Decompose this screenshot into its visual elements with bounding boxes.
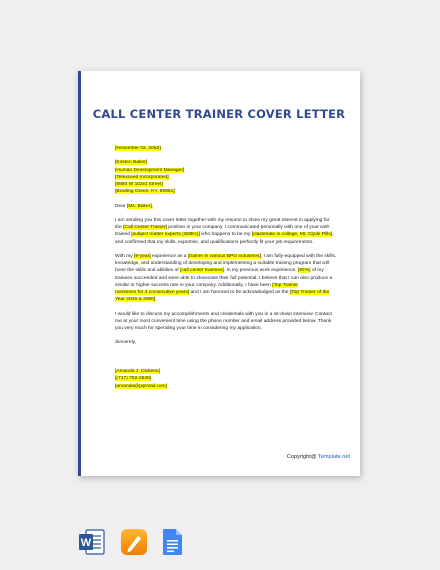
highlight-experts: [subject matter experts (SMEs)] <box>131 232 200 238</box>
sender-phone: [(717) 752-2536] <box>115 376 152 382</box>
highlight-award-2a: [Top Trainer of the <box>289 290 330 295</box>
page-accent-bar <box>78 71 81 476</box>
highlight-classmate: [classmate in college, Mr. Clyde Pills] <box>251 232 333 238</box>
highlight-award-2b: Year 2049 & 2050] <box>115 297 156 303</box>
highlight-years: [9-year] <box>134 253 151 259</box>
paragraph-3: I would like to discuss my accomplishments and credentials with you in a sit-down interview. Contact me at your most convenient time using the phone number and email address provided below. Thank you very much for spending your time in considering my application. <box>115 311 332 331</box>
paragraph-1: I am sending you this cover letter together with my resume to show my great interest in applying for the [Call Center Trainer] position in your company. I communicated personally with one of your well- trained [subject matter experts (SMEs)] who happens to be my [classmate in college, Mr. Clyde Pills], and confirmed that my skills, expertise, and qualifications perfectly fit your job requirements. <box>115 217 334 245</box>
highlight-trainees: [call center trainees] <box>179 268 224 274</box>
recipient-street: [8950 W 103rd Street] <box>115 182 163 187</box>
word-icon[interactable] <box>78 528 106 556</box>
highlight-position: [Call Center Trainer] <box>123 225 167 231</box>
highlight-industry: [trainer in various BPO industries] <box>187 253 261 259</box>
template-net-link[interactable]: Template.net <box>317 454 350 460</box>
highlight-percent: [92%] <box>297 268 311 274</box>
highlight-award-1b: nominees for 4 consecutive years] <box>115 290 190 295</box>
recipient-title: [Human Development Manager] <box>115 167 185 173</box>
recipient-city: [Bowling Green, KY, 60661] <box>115 189 175 195</box>
paragraph-2: With my [9-year] experience as a [trainer in various BPO industries], I am fully-equipped with the skills, knowledge, and understanding of developing and implementing a suitable training program that will hone the skills and abilities of [call center trainees]. In my previous work experience, [92%] of my trainees succeeded and were able to showcase their full potential. I believe that I can also produce a similar or higher success rate in your company. Additionally, I have been [Top Trainer nominees for 4 consecutive years] and I am honored to be acknowledged as the [Top Trainer of the Year 2049 & 2050]. <box>115 253 337 303</box>
letter-body <box>115 145 351 390</box>
sender-name: [Amanda J. Dickens] <box>115 369 160 375</box>
copyright-footer: Copyright@ Template.net <box>286 454 350 460</box>
letter-page <box>78 71 360 476</box>
closing: Sincerely, <box>115 340 137 346</box>
pages-icon[interactable] <box>120 528 148 556</box>
svg-text:W: W <box>80 537 92 549</box>
salutation-name: [Ms. Baker] <box>126 203 152 209</box>
sender-email: [amanda@pqrmail.com] <box>115 383 167 389</box>
recipient-company: [Telexceed Incorporated] <box>115 174 169 180</box>
app-icons-row <box>0 528 440 558</box>
salutation: Dear [Ms. Baker], <box>115 203 154 209</box>
recipient-name: [Kirsten Baker] <box>115 160 148 166</box>
letter-date: [November 02, 2062] <box>115 146 161 151</box>
highlight-award-1a: [Top Trainer <box>272 282 299 288</box>
letter-title: CALL CENTER TRAINER COVER LETTER <box>92 107 346 121</box>
google-docs-icon[interactable] <box>158 528 186 556</box>
